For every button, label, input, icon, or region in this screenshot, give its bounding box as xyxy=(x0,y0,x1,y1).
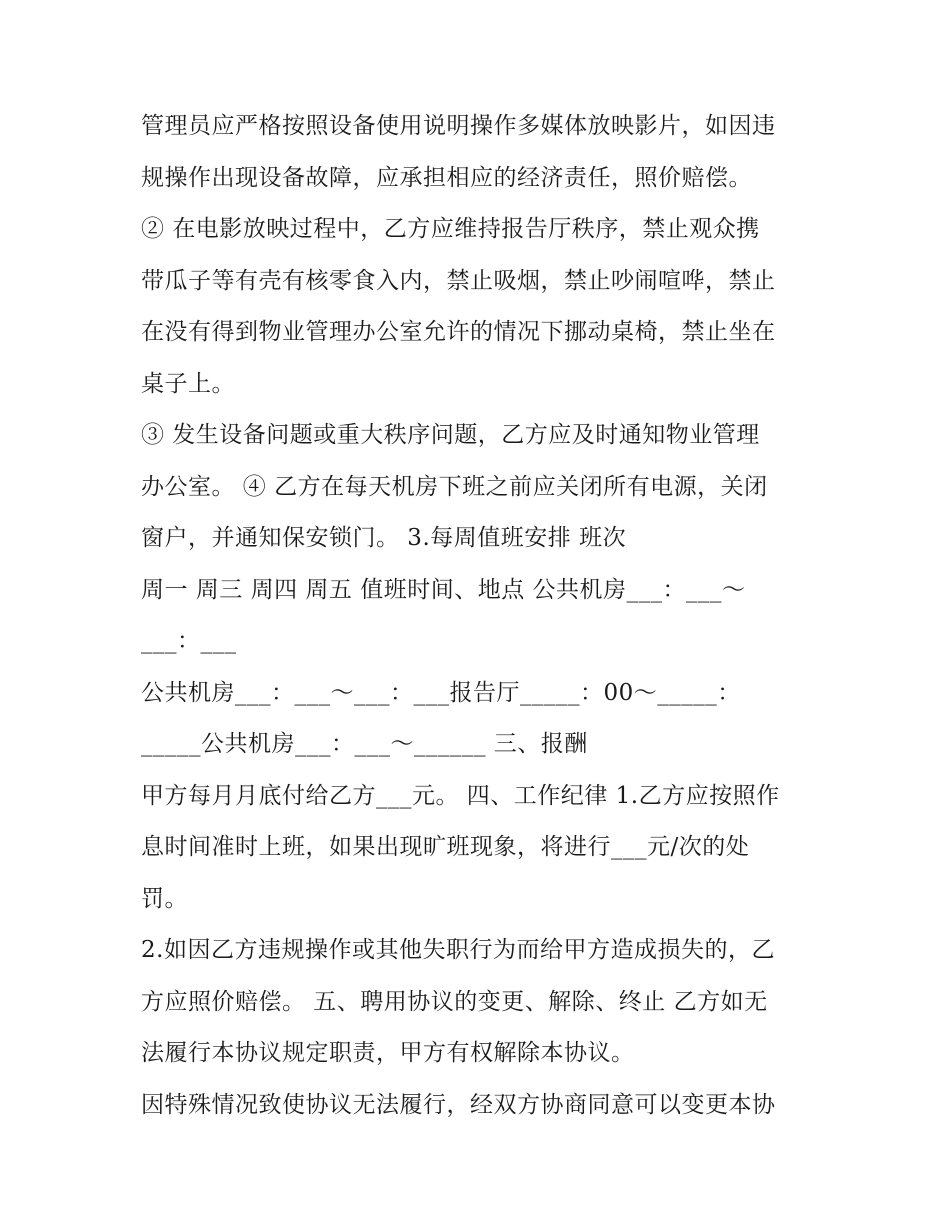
text-line: ② 在电影放映过程中，乙方应维持报告厅秩序，禁止观众携 xyxy=(141,216,760,242)
text-line: 周一 周三 周四 周五 值班时间、地点 公共机房___：___～ xyxy=(141,576,746,603)
text-line: _____公共机房___：___～______ 三、报酬 xyxy=(141,731,588,757)
text-line: 带瓜子等有壳有核零食入内，禁止吸烟，禁止吵闹喧哗，禁止 xyxy=(141,267,776,294)
text-line: 在没有得到物业管理办公室允许的情况下挪动桌椅，禁止坐在 xyxy=(141,319,776,345)
text-line: 法履行本协议规定职责，甲方有权解除本协议。 xyxy=(141,1040,635,1066)
text-line: ③ 发生设备问题或重大秩序问题，乙方应及时通知物业管理 xyxy=(141,422,760,448)
text-line: 息时间准时上班，如果出现旷班现象，将进行___元/次的处 xyxy=(141,834,750,860)
text-line: 桌子上。 xyxy=(141,370,235,397)
text-line: 办公室。 ④ 乙方在每天机房下班之前应关闭所有电源，关闭 xyxy=(141,473,768,500)
text-line: 因特殊情况致使协议无法履行，经双方协商同意可以变更本协 xyxy=(141,1091,776,1118)
text-line: 2.如因乙方违规操作或其他失职行为而给甲方造成损失的，乙 xyxy=(141,937,775,963)
text-line: 窗户，并通知保安锁门。 3.每周值班安排 班次 xyxy=(141,525,627,551)
document-body xyxy=(141,101,821,1131)
text-line: 甲方每月月底付给乙方___元。 四、工作纪律 1.乙方应按照作 xyxy=(141,782,780,809)
text-line: 罚。 xyxy=(141,885,188,912)
text-line: 管理员应严格按照设备使用说明操作多媒体放映影片，如因违 xyxy=(141,113,776,139)
text-line: 方应照价赔偿。 五、聘用协议的变更、解除、终止 乙方如无 xyxy=(141,988,768,1015)
text-line: 公共机房___：___～___：___报告厅_____：00～_____： xyxy=(141,679,741,706)
text-line: 规操作出现设备故障，应承担相应的经济责任，照价赔偿。 xyxy=(141,164,752,191)
text-line: ___：___ xyxy=(141,628,237,654)
